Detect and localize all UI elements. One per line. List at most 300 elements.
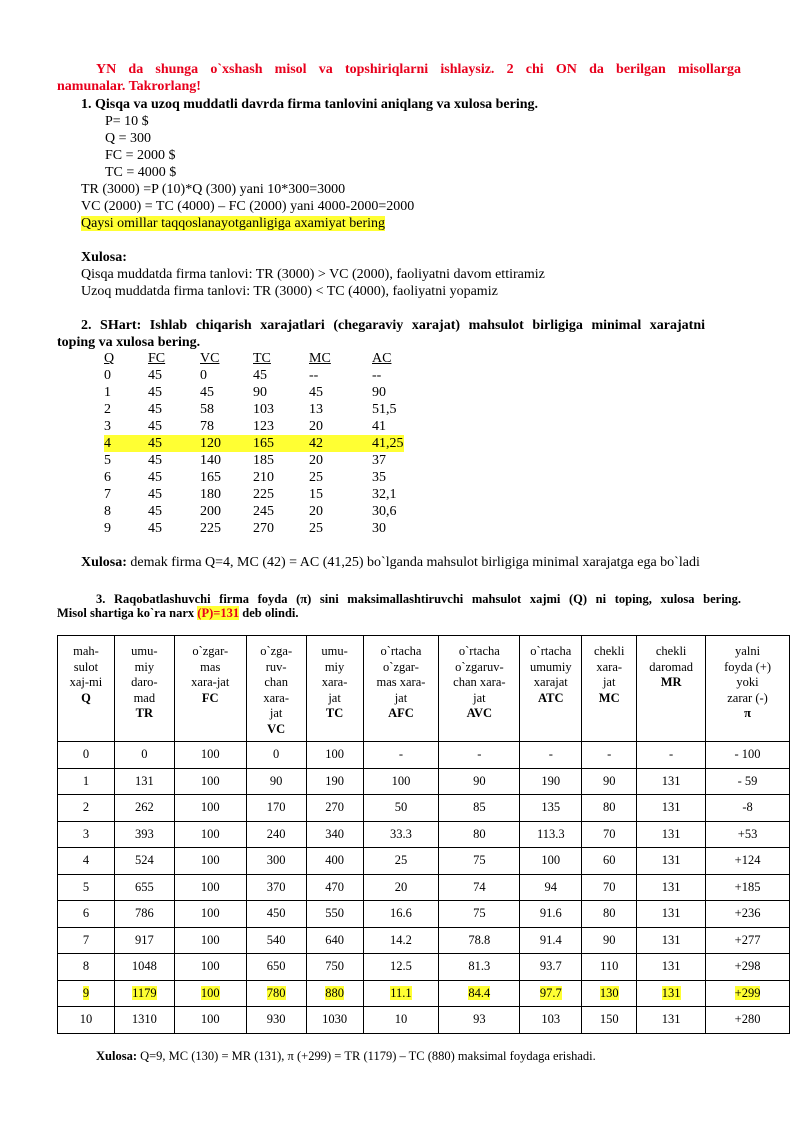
profit-cell-value: 655 [134,879,154,894]
profit-header-abbr: Q [81,690,91,705]
profit-header-line: miy [324,659,345,674]
profit-cell [306,848,363,875]
profit-cell [520,821,582,848]
profit-cell-value: - [548,747,553,762]
profit-cell [246,874,306,901]
profit-cell [363,901,439,928]
profit-cell [306,768,363,795]
profit-cell [637,768,706,795]
cost-cell-fc: 45 [148,504,162,519]
cost-cell-tc: 45 [253,368,267,383]
profit-cell [363,821,439,848]
profit-cell [246,1007,306,1034]
profit-header-line: mas xara- [376,675,426,689]
profit-header-line: o`zgaruv- [455,659,504,674]
profit-header-cell [363,636,439,742]
profit-cell [58,795,115,822]
profit-cell-value: 84.4 [468,985,491,1000]
cost-table-row [104,367,404,384]
profit-cell [174,848,246,875]
cost-cell-tc: 185 [253,453,274,468]
profit-cell-value: 131 [661,800,681,815]
profit-cell [363,848,439,875]
profit-cell [58,874,115,901]
task1-title: 1. Qisqa va uzoq muddatli davrda firma tanlovini aniqlang va xulosa bering. [81,97,539,112]
profit-header-line: jat [473,690,486,705]
profit-cell [174,795,246,822]
profit-cell [114,821,174,848]
cost-cell-tc: 90 [253,385,267,400]
profit-table-row [58,927,790,954]
task3-price: (P)=131 [197,606,240,620]
profit-cell-value: 75 [473,906,486,921]
profit-cell [520,927,582,954]
profit-cell-value: 100 [200,747,220,762]
profit-header-line: umumiy [529,659,572,674]
profit-header-line: chan [264,675,288,689]
cost-cell-ac: 41 [372,419,386,434]
profit-cell [520,980,582,1007]
task1-given-fc: FC = 2000 $ [105,148,176,163]
profit-table [57,635,790,1034]
cost-cell-vc: 200 [200,504,221,519]
profit-header-line: jat [269,706,283,720]
profit-cell [174,927,246,954]
profit-table-body [58,742,790,1034]
profit-cell [637,848,706,875]
profit-cell [706,874,790,901]
profit-cell-value: 81.3 [468,959,491,974]
cost-cell-q: 9 [104,521,111,536]
profit-cell-value: 1310 [131,1012,157,1027]
cost-table-row [104,486,404,503]
profit-cell [246,821,306,848]
profit-cell-value: 450 [266,906,286,921]
profit-cell [582,1007,637,1034]
profit-cell [637,795,706,822]
profit-cell-value: 880 [325,985,344,1000]
profit-header-line: chekli [655,644,687,658]
profit-cell [363,927,439,954]
profit-header-line: zarar (-) [727,690,768,705]
profit-cell [582,901,637,928]
profit-cell [246,927,306,954]
profit-cell-value: 550 [325,906,344,921]
cost-cell-vc: 78 [200,419,214,434]
profit-cell [246,954,306,981]
profit-cell [174,821,246,848]
profit-cell [114,901,174,928]
profit-table-row [58,848,790,875]
profit-cell-value: 540 [266,932,286,947]
profit-header-line: o`zga- [260,644,293,658]
profit-cell [706,980,790,1007]
task1-vc-formula: VC (2000) = TC (4000) – FC (2000) yani 4000-2000=2000 [81,199,415,214]
cost-cell-ac: 41,25 [372,436,404,451]
profit-cell-value: - 59 [737,773,758,788]
profit-cell-value: +236 [734,906,761,921]
profit-header-line: chekli [593,644,625,658]
profit-table-row [58,874,790,901]
profit-cell-value: 130 [599,985,619,1000]
profit-header-line: foyda (+) [724,659,772,674]
profit-cell-value: 94 [544,879,558,894]
profit-cell-value: 75 [473,853,486,868]
cost-cell-mc: 15 [309,487,323,502]
profit-header-cell [246,636,306,742]
profit-table-row [58,901,790,928]
profit-cell [58,848,115,875]
profit-cell-value: 650 [266,959,286,974]
cost-table-row [104,469,404,486]
profit-cell [582,821,637,848]
profit-cell-value: +298 [734,959,761,974]
profit-cell-value: -8 [742,800,753,815]
profit-table-row [58,742,790,769]
profit-cell-value: 100 [200,879,220,894]
profit-cell [520,795,582,822]
cost-cell-mc: 20 [309,453,323,468]
profit-header-abbr: FC [201,690,219,705]
cost-cell-ac: -- [372,368,382,383]
profit-cell-value: 5 [82,879,90,894]
cost-cell-q: 3 [104,419,111,434]
profit-table-row [58,821,790,848]
profit-header-line: yoki [736,675,759,689]
profit-cell [439,742,520,769]
profit-header-line: mas [200,659,221,674]
cost-cell-ac: 90 [372,385,386,400]
profit-cell-value: 100 [200,985,220,1000]
profit-header-abbr: TR [135,706,154,720]
task3-title-part-b: deb olindi. [239,606,299,620]
profit-header-cell [637,636,706,742]
profit-cell-value: 1 [82,773,90,788]
profit-cell [706,821,790,848]
profit-cell-value: 80 [602,800,616,815]
profit-header-line: jat [602,675,616,689]
profit-cell-value: 131 [661,932,681,947]
profit-cell-value: 131 [661,985,681,1000]
profit-cell-value: 131 [661,879,681,894]
cost-cell-fc: 45 [148,453,162,468]
profit-cell [174,1007,246,1034]
profit-table-row [58,980,790,1007]
profit-header-line: xara- [263,690,289,705]
profit-cell-value: 90 [602,932,616,947]
cost-cell-mc: -- [309,368,319,383]
profit-cell [637,1007,706,1034]
profit-cell-value: 340 [325,826,344,841]
profit-header-abbr: AVC [466,706,493,720]
cost-cell-tc: 225 [253,487,274,502]
profit-cell [306,980,363,1007]
cost-cell-fc: 45 [148,385,162,400]
profit-cell-value: 0 [82,747,90,762]
profit-cell-value: 33.3 [390,826,412,841]
task3-conclusion-label: Xulosa: [96,1049,137,1063]
profit-cell [706,742,790,769]
profit-cell [306,742,363,769]
profit-cell [246,768,306,795]
cost-cell-mc: 45 [309,385,323,400]
profit-header-line: miy [134,659,155,674]
profit-header-line: umu- [321,644,348,658]
task3-title-line-2 [57,605,299,622]
profit-cell-value: 10 [394,1012,408,1027]
cost-header-mc: MC [309,351,331,366]
cost-cell-q: 1 [104,385,111,400]
profit-cell-value: 780 [266,985,286,1000]
profit-header-cell [706,636,790,742]
profit-cell-value: 80 [473,826,486,841]
cost-cell-tc: 245 [253,504,274,519]
profit-cell-value: 786 [134,906,154,921]
profit-cell [58,901,115,928]
profit-cell-value: 262 [134,800,154,815]
profit-cell-value: 150 [599,1012,619,1027]
profit-cell [520,742,582,769]
profit-header-line: daromad [649,659,693,674]
profit-header-line: chan xara- [453,675,506,689]
profit-table-row [58,768,790,795]
profit-cell [439,768,520,795]
profit-cell [637,901,706,928]
cost-header-vc: VC [200,351,220,366]
profit-cell [637,742,706,769]
profit-cell-value: 131 [134,773,154,788]
cost-cell-ac: 35 [372,470,386,485]
profit-cell [363,795,439,822]
profit-header-line: xara-jat [191,675,230,689]
cost-cell-tc: 270 [253,521,274,536]
cost-cell-vc: 225 [200,521,221,536]
cost-cell-fc: 45 [148,487,162,502]
profit-cell-value: 190 [541,773,561,788]
profit-cell [363,980,439,1007]
profit-header-abbr: AFC [388,706,414,720]
profit-header-abbr: MR [660,675,682,689]
profit-cell-value: 240 [266,826,286,841]
profit-cell-value: 100 [325,747,344,762]
profit-cell-value: 100 [200,906,220,921]
profit-cell [114,927,174,954]
profit-cell [246,848,306,875]
cost-cell-fc: 45 [148,470,162,485]
cost-cell-ac: 51,5 [372,402,397,417]
profit-cell [363,874,439,901]
profit-cell-value: 100 [200,826,220,841]
profit-cell [520,874,582,901]
profit-cell [306,821,363,848]
profit-cell [114,795,174,822]
profit-cell [706,768,790,795]
task2-conclusion-text: demak firma Q=4, MC (42) = AC (41,25) bo`lganda mahsulot birligiga minimal xarajatga ega bo`ladi [126,555,700,570]
task2-conclusion-label: Xulosa: [81,555,127,570]
profit-cell [306,1007,363,1034]
profit-cell [246,742,306,769]
task3-title-line-1: 3. Raqobatlashuvchi firma foyda (π) sini maksimallashtiruvchi mahsulot xajmi (Q) ni toping, xulosa bering. [96,592,741,606]
profit-header-cell [520,636,582,742]
profit-header-abbr: TC [325,706,344,720]
profit-cell-value: +124 [734,853,761,868]
cost-cell-ac: 30 [372,521,386,536]
cost-cell-fc: 45 [148,419,162,434]
profit-cell [439,795,520,822]
cost-cell-vc: 0 [200,368,207,383]
profit-cell-value: 100 [200,853,220,868]
task1-conclusion-label: Xulosa: [81,250,127,265]
profit-cell [114,980,174,1007]
profit-cell-value: 113.3 [536,826,565,841]
cost-cell-vc: 45 [200,385,214,400]
profit-header-line: sulot [73,659,99,674]
profit-cell-value: 370 [266,879,286,894]
profit-cell [174,980,246,1007]
profit-cell-value: 131 [661,853,681,868]
profit-cell-value: 97.7 [539,985,562,1000]
profit-cell [306,901,363,928]
profit-header-line: o`rtacha [530,644,572,658]
profit-header-abbr: π [744,706,751,720]
cost-header-ac: AC [372,351,392,366]
profit-cell [582,874,637,901]
cost-header-tc: TC [253,351,271,366]
cost-cell-q: 2 [104,402,111,417]
profit-cell [174,901,246,928]
profit-cell [637,821,706,848]
profit-cell [439,874,520,901]
task3-conclusion [96,1048,596,1065]
profit-cell [114,742,174,769]
profit-cell-value: 11.1 [390,985,412,1000]
profit-cell-value: 131 [661,959,681,974]
profit-cell-value: 170 [266,800,286,815]
task3-conclusion-text: Q=9, MC (130) = MR (131), π (+299) = TR (1179) – TC (880) maksimal foydaga erishadi. [136,1049,596,1063]
task1-given-p: P= 10 $ [105,114,149,129]
profit-header-cell [58,636,115,742]
profit-cell [114,768,174,795]
cost-table-row [104,401,404,418]
profit-cell-value: 103 [541,1012,561,1027]
cost-cell-ac: 30,6 [372,504,397,519]
profit-header-line: daro- [131,675,158,689]
profit-cell [306,795,363,822]
profit-cell [520,901,582,928]
profit-cell-value: +277 [734,932,761,947]
profit-cell [363,742,439,769]
profit-cell-value: 80 [602,906,616,921]
cost-cell-vc: 58 [200,402,214,417]
profit-cell [439,901,520,928]
profit-header-line: jat [328,690,341,705]
profit-header-line: xara- [321,675,348,689]
profit-header-cell [439,636,520,742]
profit-table-header [58,636,790,742]
profit-cell-value: 6 [82,906,90,921]
profit-cell-value: 1179 [132,985,157,1000]
cost-cell-ac: 37 [372,453,386,468]
profit-cell-value: 131 [661,1012,681,1027]
profit-cell-value: 1030 [322,1012,348,1027]
cost-cell-q: 5 [104,453,111,468]
profit-cell [58,742,115,769]
task1-conclusion-long: Uzoq muddatda firma tanlovi: TR (3000) < TC (4000), faoliyatni yopamiz [81,284,498,299]
cost-cell-fc: 45 [148,368,162,383]
profit-cell [439,1007,520,1034]
profit-cell-value: 131 [661,773,681,788]
profit-cell [306,927,363,954]
profit-cell-value: 1048 [131,959,157,974]
cost-table [104,350,404,537]
profit-cell-value: - [398,747,404,762]
profit-cell [174,954,246,981]
profit-cell-value: 930 [266,1012,286,1027]
profit-cell [582,795,637,822]
cost-table-header [104,350,404,367]
profit-cell [582,980,637,1007]
profit-cell [439,954,520,981]
profit-cell-value: +53 [737,826,758,841]
profit-cell [174,742,246,769]
profit-cell-value: 917 [134,932,154,947]
profit-cell [582,954,637,981]
profit-cell-value: 0 [273,747,280,762]
profit-cell-value: 750 [325,959,344,974]
profit-cell [706,927,790,954]
profit-cell [58,1007,115,1034]
profit-header-cell [174,636,246,742]
profit-cell-value: 190 [325,773,344,788]
profit-cell [582,768,637,795]
cost-table-row [104,418,404,435]
task1-given-q: Q = 300 [105,131,152,146]
cost-cell-mc: 42 [309,436,323,451]
profit-cell [363,1007,439,1034]
profit-cell [174,874,246,901]
cost-cell-q: 7 [104,487,111,502]
profit-cell-value: 2 [82,800,90,815]
cost-cell-fc: 45 [148,521,162,536]
profit-cell [706,795,790,822]
profit-cell-value: - 100 [734,747,761,762]
profit-cell [520,954,582,981]
profit-header-line: o`zgar- [192,644,229,658]
profit-header-line: umu- [131,644,158,658]
profit-header-line: xaj-mi [69,675,103,689]
cost-table-row [104,503,404,520]
profit-cell [706,954,790,981]
profit-cell-value: 85 [473,800,486,815]
profit-header-abbr: ATC [538,690,564,705]
profit-cell [114,1007,174,1034]
cost-cell-q: 4 [104,436,111,451]
profit-cell [439,821,520,848]
profit-cell-value: 131 [661,906,681,921]
profit-cell [58,768,115,795]
task3-title-part-a: Misol shartiga ko`ra narx [57,606,198,620]
profit-cell-value: 640 [325,932,344,947]
profit-cell [306,954,363,981]
profit-cell [520,1007,582,1034]
profit-cell-value: 0 [141,747,148,762]
profit-cell-value: 14.2 [390,932,412,947]
profit-cell [58,821,115,848]
cost-cell-q: 8 [104,504,111,519]
profit-cell-value: 70 [602,826,616,841]
cost-cell-vc: 180 [200,487,221,502]
profit-cell-value: 100 [200,773,220,788]
